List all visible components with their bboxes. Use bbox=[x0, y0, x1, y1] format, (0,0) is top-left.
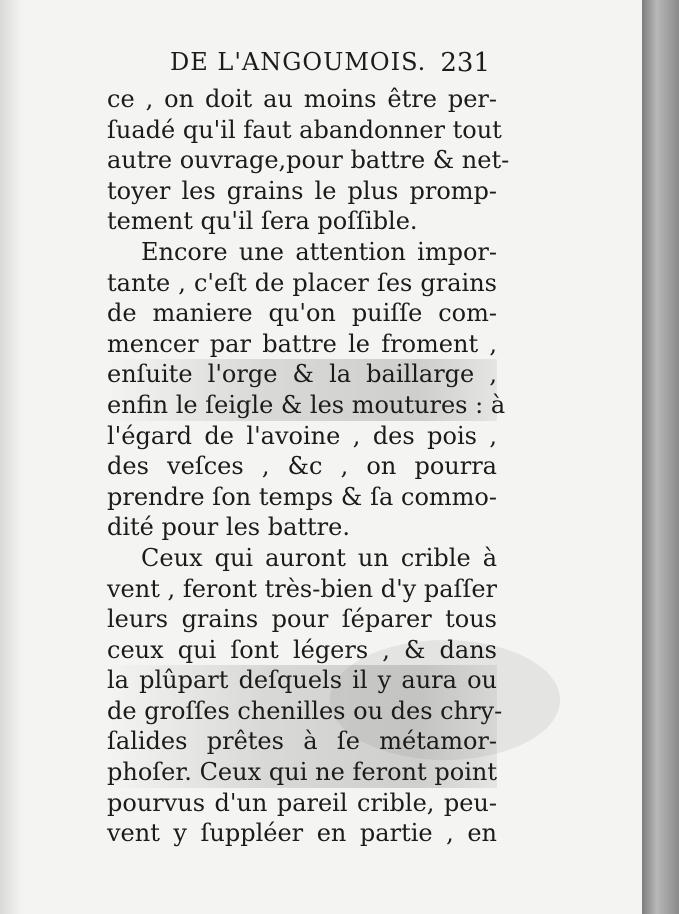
text-line: de maniere qu'on puiſſe com- bbox=[107, 299, 497, 328]
text-line: ſalides prêtes à ſe métamor- bbox=[107, 727, 497, 756]
text-line: enſuite l'orge & la baillarge , bbox=[107, 360, 497, 389]
text-line: mencer par battre le froment , bbox=[107, 329, 497, 358]
body-text bbox=[107, 84, 510, 849]
text-line: de groſſes chenilles ou des chry- bbox=[107, 696, 503, 725]
text-line: vent , feront très-bien d'y paſſer bbox=[107, 574, 497, 603]
text-line: ſuadé qu'il faut abandonner tout bbox=[107, 115, 502, 144]
text-line: tante , c'eſt de placer ſes grains bbox=[107, 268, 497, 297]
text-line: la plûpart deſquels il y aura ou bbox=[107, 666, 497, 695]
text-line: leurs grains pour ſéparer tous bbox=[107, 605, 497, 634]
page-header bbox=[170, 48, 490, 88]
text-line: phoſer. Ceux qui ne feront point bbox=[107, 758, 497, 787]
text-line: vent y ſuppléer en partie , en bbox=[107, 819, 497, 848]
text-line: dité pour les battre. bbox=[107, 513, 350, 542]
text-line: l'égard de l'avoine , des pois , bbox=[107, 421, 497, 450]
text-line: ceux qui ſont légers , & dans bbox=[107, 635, 497, 664]
text-line: tement qu'il ſera poſſible. bbox=[107, 207, 418, 236]
text-line: des veſces , &c , on pourra bbox=[107, 452, 497, 481]
text-line: ce , on doit au moins être per- bbox=[107, 85, 497, 113]
running-head: DE L'ANGOUMOIS. bbox=[170, 48, 427, 76]
binding-shadow bbox=[0, 0, 22, 914]
text-line: enfin le ſeigle & les moutures : à bbox=[107, 390, 506, 419]
page-edge-shadow bbox=[642, 0, 679, 914]
text-line: autre ouvrage,pour battre & net- bbox=[107, 146, 510, 175]
text-line: pourvus d'un pareil crible, peu- bbox=[107, 788, 497, 817]
paragraph-start-line: Ceux qui auront un crible à bbox=[141, 543, 497, 572]
text-line: prendre ſon temps & ſa commo- bbox=[107, 482, 497, 511]
page-number: 231 bbox=[440, 48, 490, 78]
paragraph-start-line: Encore une attention impor- bbox=[141, 237, 497, 266]
text-line: toyer les grains le plus promp- bbox=[107, 176, 497, 205]
